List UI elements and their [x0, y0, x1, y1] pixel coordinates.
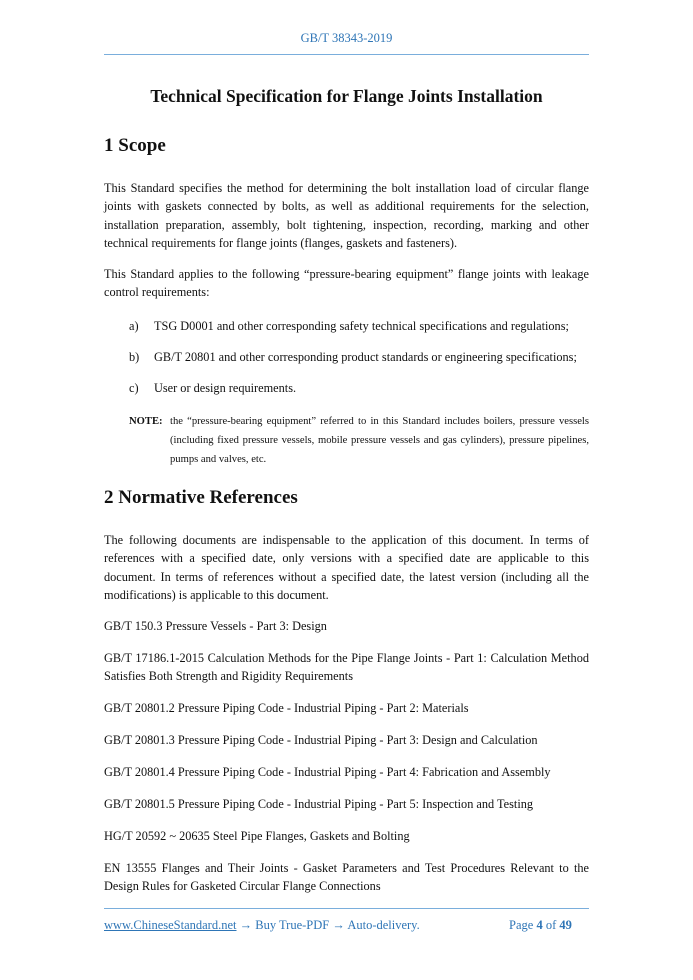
note-text: the “pressure-bearing equipment” referred to in this Standard includes boilers, pressure vessels (including fixed pressure vessels, mobile pressure vessels and gas cylinders), pressure pipelines, pumps and valves, etc. [170, 416, 589, 465]
section-heading-scope: 1 Scope [104, 135, 166, 156]
note-label: NOTE: [129, 416, 163, 427]
header-standard-number: GB/T 38343-2019 [300, 31, 393, 45]
scope-paragraph-1: This Standard specifies the method for determining the bolt installation load of circular flange joints with gaskets connected by bolts, as well as additional requirements for the selection, installation preparation, assembly, bolt tightening, inspection, recording, marking and other technical requirements for flange joints (flanges, gaskets and fasteners). [104, 181, 589, 250]
buy-pdf-link[interactable]: Buy True-PDF [255, 918, 330, 932]
document-title: Technical Specification for Flange Joints Installation [150, 86, 543, 106]
site-link[interactable]: www.ChineseStandard.net [104, 918, 237, 932]
reference-item: GB/T 20801.3 Pressure Piping Code - Industrial Piping - Part 3: Design and Calculation [104, 733, 538, 747]
list-item-label: a) [129, 319, 139, 333]
scope-list-item [129, 317, 569, 335]
arrow-right-icon: → [239, 918, 253, 932]
reference-item: GB/T 20801.5 Pressure Piping Code - Industrial Piping - Part 5: Inspection and Testing [104, 797, 534, 811]
page-current: 4 [536, 918, 543, 932]
arrow-right-icon: → [332, 918, 345, 932]
list-item-label: b) [129, 350, 140, 364]
reference-item: EN 13555 Flanges and Their Joints - Gasket Parameters and Test Procedures Relevant to the Design Rules for Gasketed Circular Flange Connections [104, 861, 589, 894]
of-word: of [545, 918, 557, 932]
scope-list-item [129, 379, 296, 397]
scope-note [129, 412, 589, 469]
reference-item: GB/T 17186.1-2015 Calculation Methods for the Pipe Flange Joints - Part 1: Calculation Method Satisfies Both Strength and Rigidity Requirements [104, 651, 589, 684]
footer-divider [104, 908, 589, 909]
header-divider [104, 54, 589, 55]
scope-list-item [129, 348, 577, 366]
references-intro: The following documents are indispensable to the application of this document. In terms of references with a specified date, only versions with a specified date are applicable to this document. In terms of references without a specified date, the latest version (including all the modifications) is applicable to this document. [104, 533, 589, 602]
page-total: 49 [559, 918, 572, 932]
section-heading-normative-references: 2 Normative References [104, 487, 298, 508]
reference-item: GB/T 20801.2 Pressure Piping Code - Industrial Piping - Part 2: Materials [104, 701, 469, 715]
scope-paragraph-2: This Standard applies to the following “pressure-bearing equipment” flange joints with leakage control requirements: [104, 267, 589, 300]
footer-links [104, 918, 420, 933]
list-item-text: User or design requirements. [154, 381, 297, 395]
page-word: Page [509, 918, 534, 932]
reference-item: HG/T 20592 ~ 20635 Steel Pipe Flanges, Gaskets and Bolting [104, 829, 410, 843]
list-item-text: TSG D0001 and other corresponding safety technical specifications and regulations; [154, 319, 569, 333]
reference-item: GB/T 150.3 Pressure Vessels - Part 3: Design [104, 619, 327, 633]
list-item-label: c) [129, 381, 139, 395]
reference-item: GB/T 20801.4 Pressure Piping Code - Industrial Piping - Part 4: Fabrication and Assembly [104, 765, 551, 779]
auto-delivery-text: Auto-delivery. [347, 918, 420, 932]
list-item-text: GB/T 20801 and other corresponding product standards or engineering specifications; [154, 350, 577, 364]
page-indicator [509, 918, 572, 933]
